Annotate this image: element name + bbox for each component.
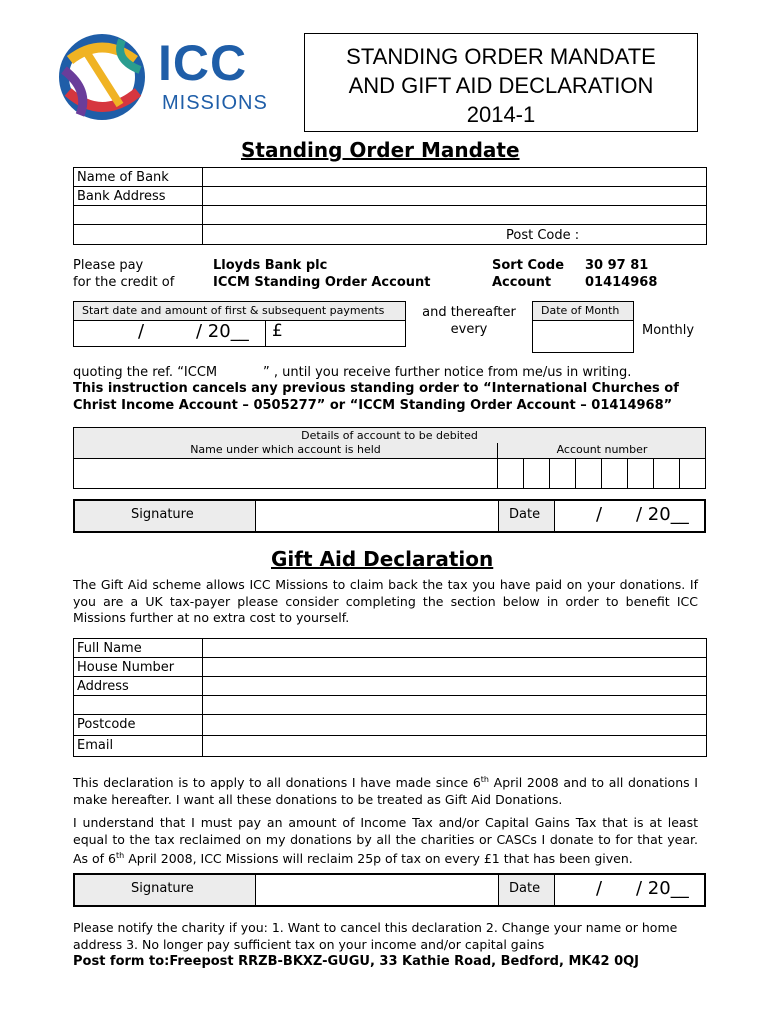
start-date-year: / 20__: [196, 321, 249, 342]
currency-symbol: £: [272, 321, 283, 341]
cancel-instruction-line1: This instruction cancels any previous standing order to “International Churches of: [73, 381, 679, 396]
declaration-sup: th: [480, 775, 489, 784]
understanding-part1: I understand that I must pay an amount of Income Tax and/or Capital Gains Tax that is at least equal to the tax reclaimed on my donations by all the charities or CASCs I donate to for that year. As of 6: [73, 815, 698, 867]
declaration-part2: April 2008 and to all donations I make hereafter. I want all these donations to be treated as Gift Aid Donations.: [73, 775, 698, 807]
email-input[interactable]: [202, 735, 707, 757]
bank-address-input-2[interactable]: [202, 205, 707, 225]
house-number-input[interactable]: [202, 657, 707, 677]
declaration-part1: This declaration is to apply to all donations I have made since 6: [73, 775, 481, 791]
account-digit-input[interactable]: [679, 458, 706, 489]
logo: [50, 30, 275, 120]
understanding-part2: April 2008, ICC Missions will reclaim 25p of tax on every £1 that has been given.: [124, 851, 633, 867]
ga-signature-input[interactable]: [255, 873, 499, 907]
ga-date-label: Date: [509, 881, 541, 896]
details-heading: Details of account to be debited: [301, 429, 478, 442]
so-date-year: / 20__: [636, 504, 689, 525]
so-date-slash: /: [596, 504, 603, 525]
postcode-label: Postcode: [73, 714, 203, 736]
address-label: Address: [73, 676, 203, 696]
notify-text: Please notify the charity if you: 1. Want to cancel this declaration 2. Change your name or home address 3. No longer pay sufficient tax on your income and/or capital gains: [73, 920, 678, 952]
understanding-sup: th: [116, 851, 125, 860]
cancel-instruction: [73, 380, 679, 414]
account-value: 01414968: [585, 275, 658, 290]
account-digit-input[interactable]: [575, 458, 602, 489]
account-label: Account: [492, 275, 552, 290]
declaration-text: [73, 772, 698, 808]
document-title-line3: 2014-1: [466, 102, 536, 127]
document-title-line2: AND GIFT AID DECLARATION: [348, 73, 654, 98]
payee-account-name: ICCM Standing Order Account: [213, 275, 431, 290]
account-digit-input[interactable]: [497, 458, 524, 489]
amount-input[interactable]: [265, 320, 406, 347]
monthly-label: Monthly: [642, 323, 695, 338]
payee-bank: Lloyds Bank plc: [213, 258, 328, 273]
account-number-label: Account number: [556, 443, 648, 456]
bank-address-blank-label-2: [73, 205, 203, 225]
full-name-input[interactable]: [202, 638, 707, 658]
bank-address-input-3[interactable]: [202, 224, 707, 245]
house-number-label: House Number: [73, 657, 203, 677]
email-label: Email: [73, 735, 203, 757]
thereafter-line2: every: [450, 322, 488, 337]
account-digit-input[interactable]: [601, 458, 628, 489]
account-digit-input[interactable]: [627, 458, 654, 489]
quoting-ref-prefix: quoting the ref. “ICCM: [73, 365, 218, 380]
so-signature-input[interactable]: [255, 499, 499, 533]
logo-text-top: ICC: [158, 35, 248, 91]
payee-details: [213, 257, 430, 291]
so-date-label-cell: [498, 499, 555, 533]
please-pay-label: [73, 257, 174, 291]
sort-code-value: 30 97 81: [585, 258, 649, 273]
account-number-boxes: [497, 458, 706, 489]
ga-signature-label-cell: [73, 873, 256, 907]
so-signature-label: Signature: [131, 507, 194, 522]
sort-account-values: [585, 257, 657, 291]
bank-name-input[interactable]: [202, 167, 707, 187]
bank-address-blank-label-3: [73, 224, 203, 245]
so-date-label: Date: [509, 507, 541, 522]
please-pay-line1: Please pay: [73, 258, 144, 273]
full-name-label: Full Name: [73, 638, 203, 658]
logo-text-bottom: MISSIONS: [162, 92, 268, 114]
document-title-box: [304, 33, 698, 132]
bank-address-input-1[interactable]: [202, 186, 707, 206]
name-held-label: Name under which account is held: [190, 443, 381, 456]
address-input-2[interactable]: [202, 695, 707, 715]
cancel-instruction-line2: Christ Income Account – 0505277” or “ICCM Standing Order Account – 01414968”: [73, 398, 673, 413]
understanding-text: [73, 815, 698, 868]
postcode-input[interactable]: [202, 714, 707, 736]
thereafter-line1: and thereafter: [422, 305, 516, 320]
thereafter-label: [418, 304, 520, 338]
date-of-month-label: Date of Month: [532, 301, 634, 321]
start-date-label: Start date and amount of first & subsequent payments: [73, 301, 406, 321]
gift-aid-intro: The Gift Aid scheme allows ICC Missions to claim back the tax you have paid on your donations. If you are a UK tax-payer please consider completing the section below in order to benefit ICC Missions further at no extra cost to yourself.: [73, 577, 698, 625]
standing-order-heading: Standing Order Mandate: [241, 138, 520, 162]
ga-signature-label: Signature: [131, 881, 194, 896]
post-to-address: Post form to:Freepost RRZB-BKXZ-GUGU, 33 Kathie Road, Bedford, MK42 0QJ: [73, 954, 640, 969]
ga-date-year: / 20__: [636, 878, 689, 899]
account-digit-input[interactable]: [653, 458, 680, 489]
address-input-1[interactable]: [202, 676, 707, 696]
ga-date-label-cell: [498, 873, 555, 907]
start-date-slash: /: [138, 321, 145, 342]
gift-aid-heading: Gift Aid Declaration: [271, 547, 494, 571]
sort-code-label: Sort Code: [492, 258, 565, 273]
document-title-line1: STANDING ORDER MANDATE: [346, 44, 656, 69]
address-blank-label: [73, 695, 203, 715]
post-code-label: Post Code :: [506, 228, 580, 243]
bank-address-label: Bank Address: [73, 186, 203, 206]
account-digit-input[interactable]: [523, 458, 550, 489]
bank-name-label: Name of Bank: [73, 167, 203, 187]
ga-date-slash: /: [596, 878, 603, 899]
account-holder-name-input[interactable]: [73, 458, 498, 489]
sort-account-labels: [492, 257, 564, 291]
so-signature-label-cell: [73, 499, 256, 533]
quoting-ref-input[interactable]: [216, 364, 260, 381]
please-pay-line2: for the credit of: [73, 275, 175, 290]
account-digit-input[interactable]: [549, 458, 576, 489]
logo-mark-icon: [50, 30, 160, 125]
date-of-month-input[interactable]: [532, 320, 634, 353]
quoting-ref-suffix: ” , until you receive further notice from me/us in writing.: [263, 365, 632, 380]
